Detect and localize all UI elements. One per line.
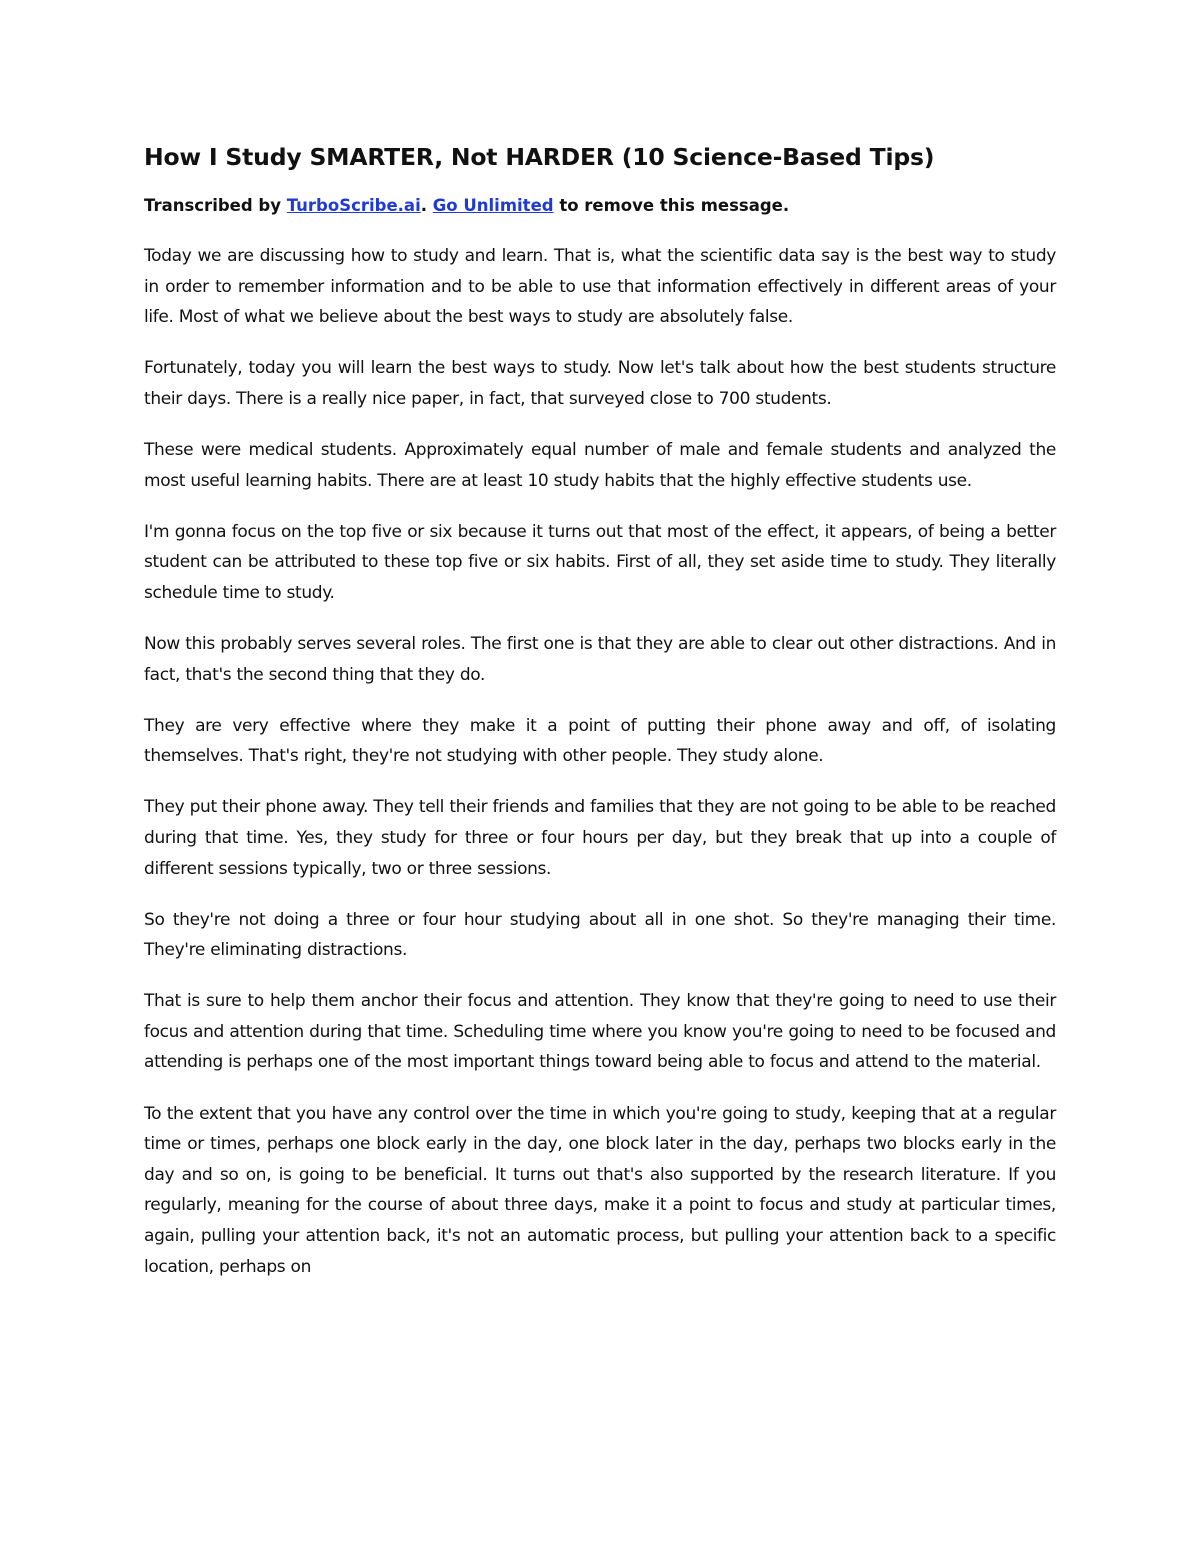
go-unlimited-link[interactable]: Go Unlimited xyxy=(432,196,554,215)
document-title: How I Study SMARTER, Not HARDER (10 Science-Based Tips) xyxy=(144,143,935,171)
paragraph: They are very effective where they make it a point of putting their phone away and off, of isolating themselves. That's right, they're not studying with other people. They study alone. xyxy=(144,715,1056,767)
banner-prefix: Transcribed by xyxy=(144,196,287,215)
banner-separator: . xyxy=(420,196,433,215)
paragraph: They put their phone away. They tell their friends and families that they are not going to be able to be reached during that time. Yes, they study for three or four hours per day, but they break that up into a couple of different sessions typically, two or three sessions. xyxy=(144,797,1056,879)
turboscribe-link[interactable]: TurboScribe.ai xyxy=(286,196,421,215)
banner-suffix: to remove this message. xyxy=(553,196,790,215)
paragraph: These were medical students. Approximately equal number of male and female students and analyzed the most useful learning habits. There are at least 10 study habits that the highly effective students use. xyxy=(144,439,1056,491)
transcription-banner xyxy=(144,193,1056,219)
paragraph: That is sure to help them anchor their focus and attention. They know that they're going to need to use their focus and attention during that time. Scheduling time where you know you're going to need to be focused and attending is perhaps one of the most important things toward being able to focus and attend to the material. xyxy=(144,991,1056,1073)
document-page xyxy=(144,140,1056,1282)
paragraph: I'm gonna focus on the top five or six because it turns out that most of the effect, it appears, of being a better student can be attributed to these top five or six habits. First of all, they set aside time to study. They literally schedule time to study. xyxy=(144,521,1056,603)
paragraph: Now this probably serves several roles. The first one is that they are able to clear out other distractions. And in fact, that's the second thing that they do. xyxy=(144,633,1056,685)
paragraph: Fortunately, today you will learn the best ways to study. Now let's talk about how the best students structure their days. There is a really nice paper, in fact, that surveyed close to 700 students. xyxy=(144,358,1056,409)
paragraph: To the extent that you have any control over the time in which you're going to study, keeping that at a regular time or times, perhaps one block early in the day, one block later in the day, perhaps two blocks early in the day and so on, is going to be beneficial. It turns out that's also supported by the research literature. If you regularly, meaning for the course of about three days, make it a point to focus and study at particular times, again, pulling your attention back, it's not an automatic process, but pulling your attention back to a specific location, perhaps on xyxy=(144,1103,1056,1277)
paragraph: So they're not doing a three or four hour studying about all in one shot. So they're managing their time. They're eliminating distractions. xyxy=(144,909,1056,961)
paragraph: Today we are discussing how to study and learn. That is, what the scientific data say is the best way to study in order to remember information and to be able to use that information effectively in different areas of your life. Most of what we believe about the best ways to study are absolutely false. xyxy=(144,246,1056,328)
